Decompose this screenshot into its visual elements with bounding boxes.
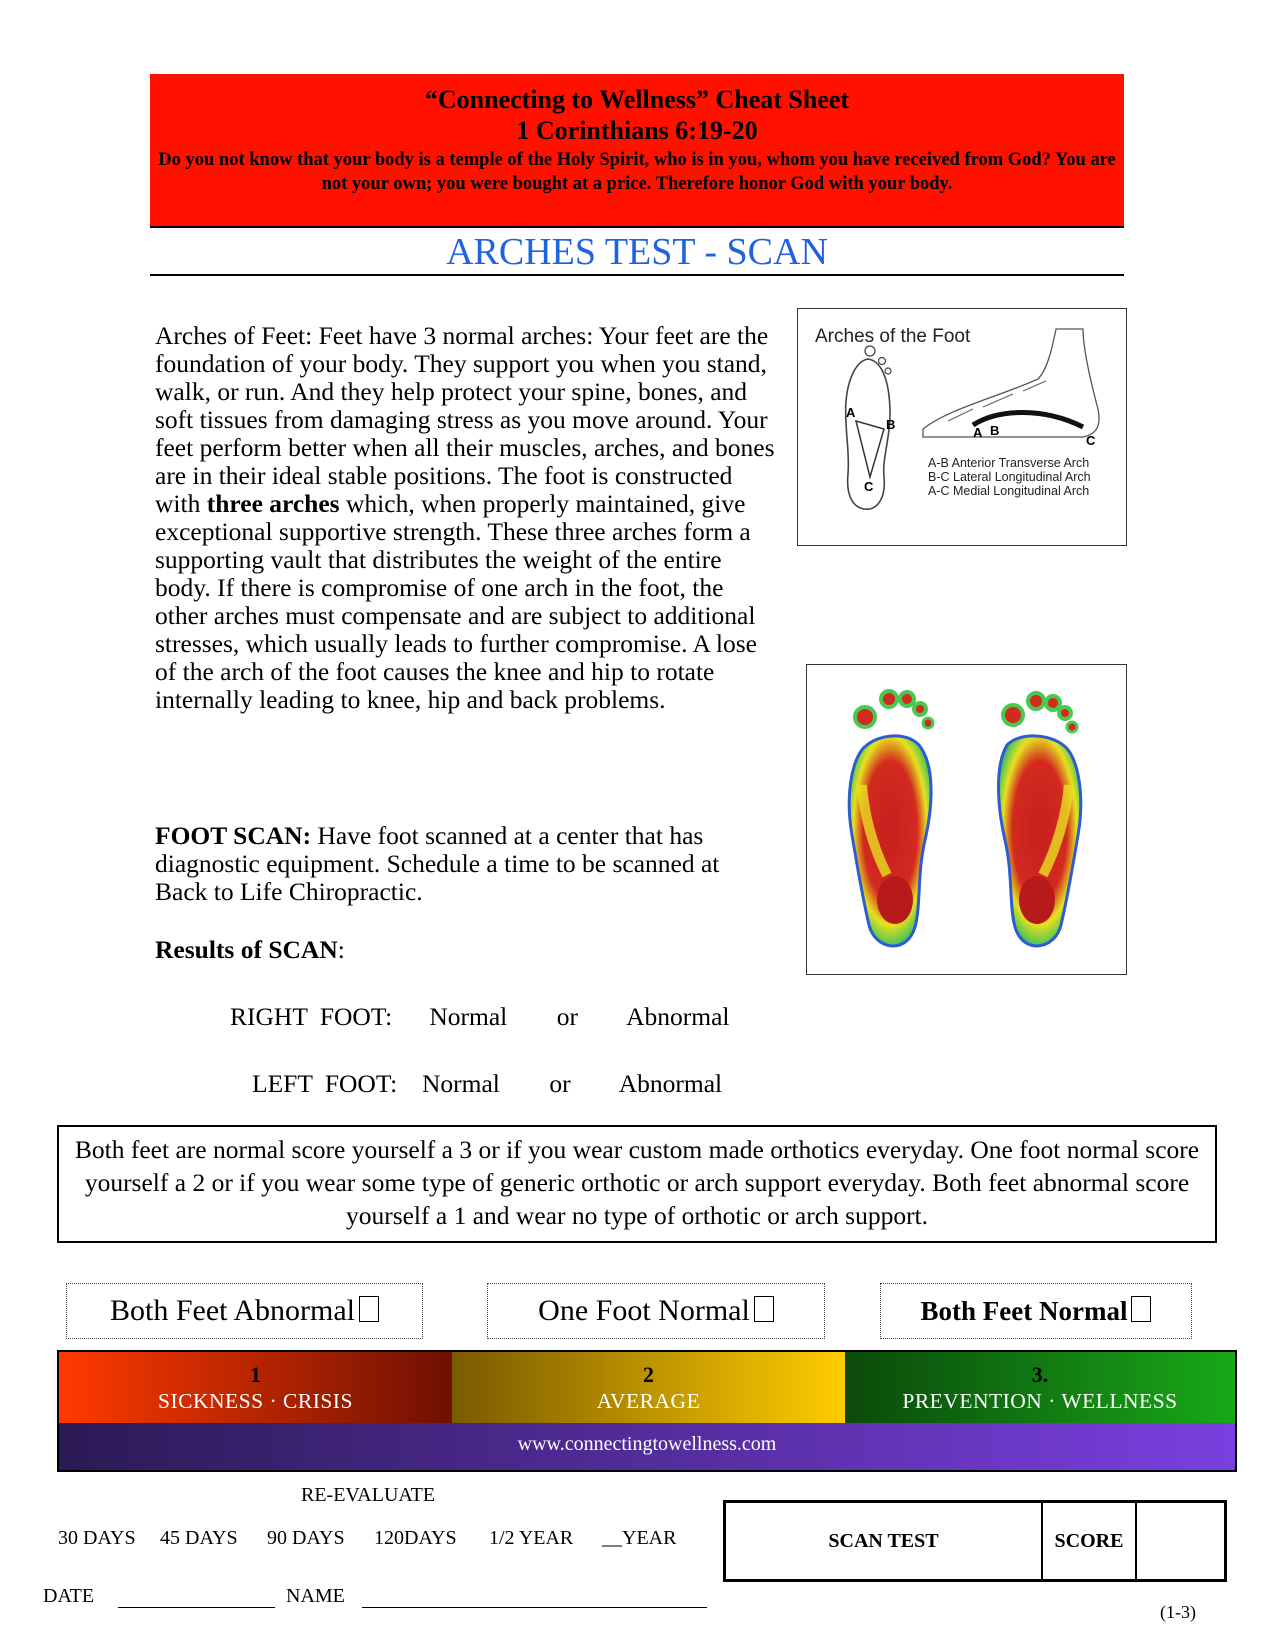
interval-year[interactable]: __YEAR <box>602 1527 677 1549</box>
date-label: DATE <box>43 1585 95 1607</box>
choice-label: Both Feet Abnormal <box>110 1294 355 1327</box>
left-footprint <box>849 691 933 946</box>
arches-diagram-graphic <box>798 309 1126 545</box>
choice-both-feet-abnormal[interactable] <box>66 1283 423 1339</box>
header-title: “Connecting to Wellness” Cheat Sheet <box>424 85 850 114</box>
rating-number: 2 <box>643 1362 654 1387</box>
arches-diagram-title: Arches of the Foot <box>815 326 971 347</box>
arches-description <box>155 322 775 714</box>
choice-both-feet-normal[interactable] <box>880 1283 1192 1339</box>
arches-text-bold: three arches <box>206 489 340 518</box>
scan-test-cell: SCAN TEST <box>726 1503 1043 1579</box>
checkbox[interactable] <box>754 1296 774 1322</box>
rating-prevention-wellness <box>845 1352 1235 1423</box>
side-label-a: A <box>973 425 983 440</box>
results-label: Results of SCAN <box>155 935 338 964</box>
page-title: ARCHES TEST - SCAN <box>150 230 1124 276</box>
interval-half-year[interactable]: 1/2 YEAR <box>489 1527 574 1549</box>
rating-number: 3. <box>1031 1362 1049 1387</box>
date-field[interactable] <box>118 1607 275 1608</box>
arches-diagram <box>797 308 1127 546</box>
label-a: A <box>846 405 856 420</box>
foot-scan-graphic <box>807 665 1126 974</box>
label-c: C <box>864 479 874 494</box>
right-foot-result[interactable]: RIGHT FOOT: Normal or Abnormal <box>230 1002 730 1031</box>
foot-scan-label: FOOT SCAN: <box>155 821 312 850</box>
interval-45-days[interactable]: 45 DAYS <box>160 1527 238 1549</box>
label-b: B <box>886 417 896 432</box>
header-banner <box>150 74 1124 228</box>
choice-one-foot-normal[interactable] <box>487 1283 825 1339</box>
score-cell: SCORE <box>1043 1503 1137 1579</box>
checkbox[interactable] <box>359 1296 379 1322</box>
toe-shape <box>885 368 891 374</box>
arch-legend-1: A-B Anterior Transverse Arch <box>928 456 1090 470</box>
rating-label: AVERAGE <box>596 1389 701 1413</box>
arch-legend-2: B-C Lateral Longitudinal Arch <box>928 470 1091 484</box>
foot-scan-paragraph <box>155 822 775 906</box>
interval-120-days[interactable]: 120DAYS <box>374 1527 457 1549</box>
reevaluate-label: RE-EVALUATE <box>301 1484 436 1506</box>
choice-label: Both Feet Normal <box>920 1296 1128 1326</box>
page-number: (1-3) <box>1160 1602 1196 1622</box>
rating-average <box>452 1352 845 1423</box>
arches-text-start: Arches of Feet: Feet have 3 normal arches: Your feet are the foundation of your body. They support you when you stand, walk, or run. And they help protect your spine, bones, and soft tissues from damaging stress as you move around. Your feet perform better when all their muscles, arches, and bones are in their ideal stable positions. The foot is constructed with <box>155 321 775 518</box>
choice-label: One Foot Normal <box>538 1294 750 1327</box>
arch-legend-3: A-C Medial Longitudinal Arch <box>928 484 1090 498</box>
interval-30-days[interactable]: 30 DAYS <box>58 1527 136 1549</box>
score-input[interactable] <box>1137 1503 1224 1579</box>
rating-label: PREVENTION · WELLNESS <box>902 1389 1178 1413</box>
score-table <box>723 1500 1227 1582</box>
arch-triangle <box>856 421 884 477</box>
toe-shape <box>879 358 886 365</box>
arches-text-end: which, when properly maintained, give exceptional supportive strength. These three arches form a supporting vault that distributes the weight of the entire body. If there is compromise of one arch in the foot, the other arches must compensate and are subject to additional stresses, which usually leads to further compromise. A lose of the arch of the foot causes the knee and hip to rotate internally leading to knee, hip and back problems. <box>155 489 757 714</box>
scoring-instructions: Both feet are normal score yourself a 3 or if you wear custom made orthotics everyday. One foot normal score yourself a 2 or if you wear some type of generic orthotic or arch support everyday. Both feet abnormal score yourself a 1 and wear no type of orthotic or arch support. <box>57 1125 1217 1243</box>
right-footprint <box>999 693 1081 946</box>
side-label-b: B <box>990 423 1000 438</box>
foot-scan-text: Have foot scanned at a center that has diagnostic equipment. Schedule a time to be scanned at Back to Life Chiropractic. <box>155 821 720 906</box>
side-label-c: C <box>1086 433 1096 448</box>
verse-reference: 1 Corinthians 6:19-20 <box>516 116 758 145</box>
name-label: NAME <box>286 1585 345 1607</box>
website-link[interactable]: www.connectingtowellness.com <box>59 1423 1235 1470</box>
results-colon: : <box>337 935 345 964</box>
rating-number: 1 <box>250 1362 261 1387</box>
verse-text: Do you not know that your body is a temple of the Holy Spirit, who is in you, whom you have received from God? You are not your own; you were bought at a price. Therefore honor God with your body. <box>158 150 1116 194</box>
rating-sickness-crisis <box>59 1352 452 1423</box>
checkbox[interactable] <box>1131 1296 1151 1322</box>
left-foot-result[interactable]: LEFT FOOT: Normal or Abnormal <box>252 1069 723 1098</box>
interval-90-days[interactable]: 90 DAYS <box>267 1527 345 1549</box>
name-field[interactable] <box>362 1607 707 1608</box>
toe-shape <box>865 346 875 356</box>
wellness-rating-scale <box>57 1350 1237 1472</box>
results-heading <box>155 935 345 965</box>
foot-scan-image <box>806 664 1127 975</box>
rating-label: SICKNESS · CRISIS <box>158 1389 353 1413</box>
